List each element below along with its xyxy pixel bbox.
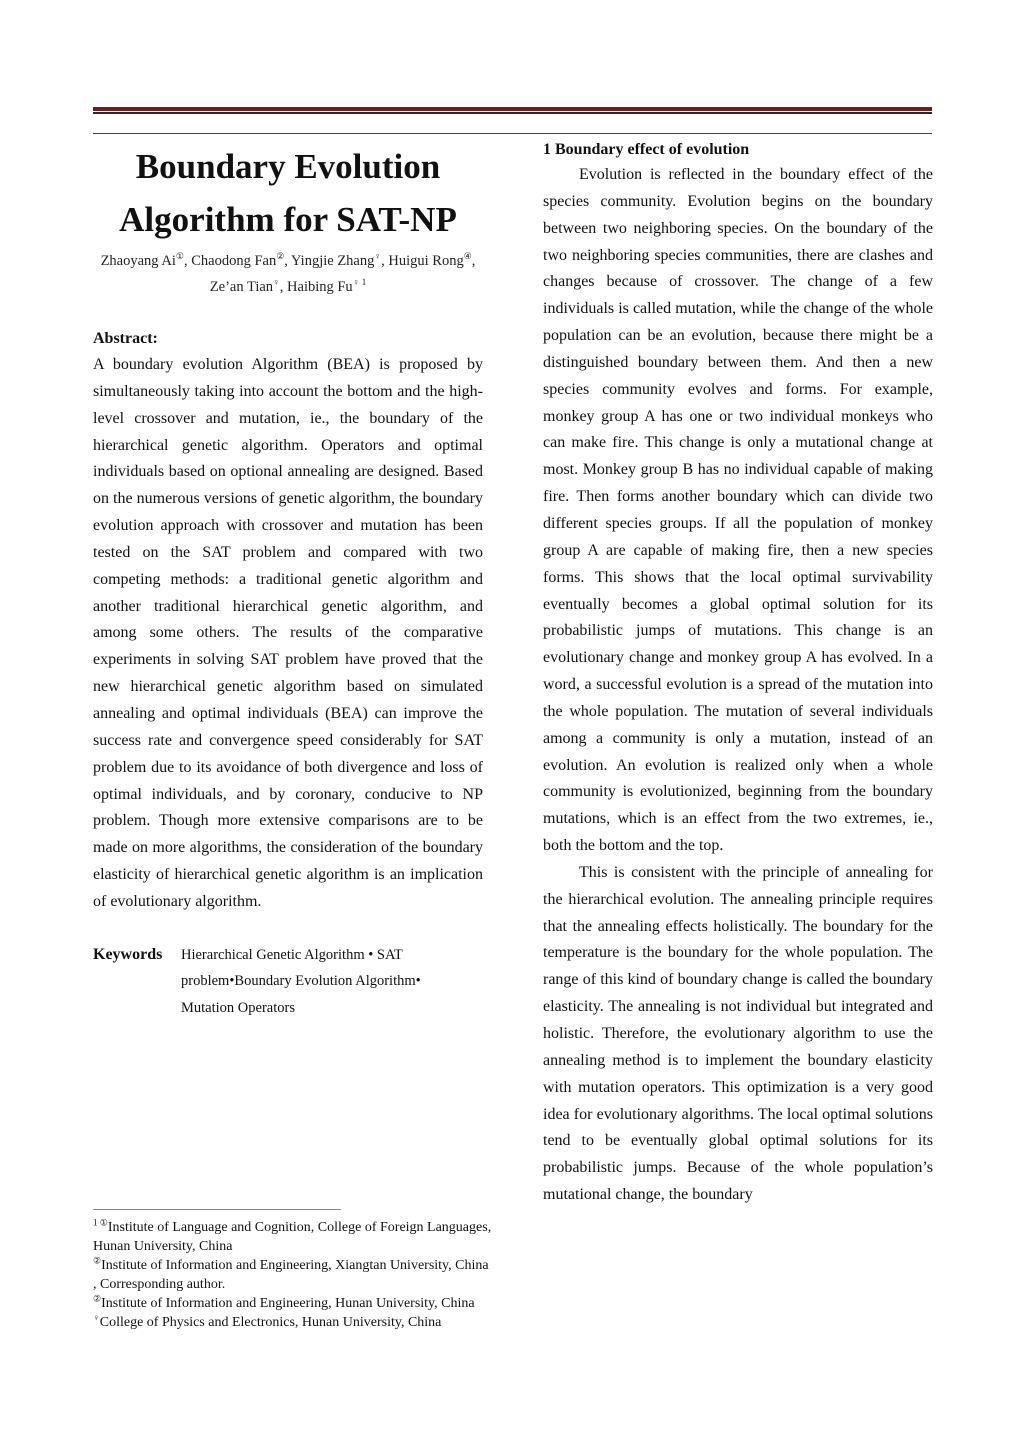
author-mark: ① <box>175 251 184 262</box>
header-rule-thick <box>93 107 932 111</box>
title-line-2: Algorithm for SAT-NP <box>119 200 457 239</box>
footnote: ♀College of Physics and Electronics, Hunan University, China <box>93 1312 442 1330</box>
keywords <box>93 942 483 1022</box>
footnotes <box>93 1218 493 1332</box>
author: Zhaoyang Ai <box>100 253 176 269</box>
footnote-separator <box>93 1209 341 1210</box>
author-mark: ♀ <box>273 277 280 288</box>
header-rule-thin <box>93 112 932 114</box>
section-paragraph: Evolution is reflected in the boundary effect of the species community. Evolution begins on the boundary between two neighboring species. On the boundary of the two neighboring species communities, there are clashes and changes because of crossover. The change of a few individuals is called mutation, while the change of the whole population can be an evolution, because there might be a distinguished boundary between them. And then a new species community evolves and forms. For example, monkey group A has one or two individual monkeys who can make fire. This change is only a mutational change at most. Monkey group B has no individual capable of making fire. Then forms another boundary which can divide two different species groups. If all the population of monkey group A are capable of making fire, then a new species forms. This shows that the local optimal survivability eventually becomes a global optimal solution for its probabilistic jumps of mutations. This change is an evolutionary change and monkey group A has evolved. In a word, a successful evolution is a spread of the mutation into the whole population. The mutation of several individuals among a community is only a mutation, instead of an evolution. An evolution is realized only when a whole community is evolutionized, beginning from the boundary mutations, which is an effect from the two extremes, ie., both the bottom and the top. <box>543 166 933 855</box>
footnote: $^{1 ①}$Institute of Language and Cognition, College of Foreign Languages, Hunan University, China <box>93 1217 492 1254</box>
left-column <box>93 140 483 1021</box>
author: Chaodong Fan <box>191 253 277 269</box>
author-mark: ④ <box>463 251 472 262</box>
author: Ze’an Tian <box>209 279 274 295</box>
right-column <box>543 138 933 1209</box>
abstract-text: A boundary evolution Algorithm (BEA) is proposed by simultaneously taking into account the bottom and the high-level crossover and mutation, ie., the boundary of the hierarchical genetic algorithm. Operators and optimal individuals based on optional annealing are designed. Based on the numerous versions of genetic algorithm, the boundary evolution approach with crossover and mutation has been tested on the SAT problem and compared with two competing methods: a traditional genetic algorithm and another traditional hierarchical genetic algorithm, and among some others. The results of the comparative experiments in solving SAT problem have proved that the new hierarchical genetic algorithm based on simulated annealing and optimal individuals (BEA) can improve the success rate and convergence speed considerably for SAT problem due to its avoidance of both divergence and loss of optimal individuals, and by coronary, conducive to NP problem. Though more extensive comparisons are to be made on more algorithms, the consideration of the boundary elasticity of hierarchical genetic algorithm is an implication of evolutionary algorithm. <box>93 356 483 910</box>
keywords-text: Hierarchical Genetic Algorithm • SAT problem•Boundary Evolution Algorithm• Mutation Operators <box>181 946 421 1016</box>
author: Yingjie Zhang <box>291 253 375 269</box>
keywords-label: Keywords <box>93 945 163 963</box>
author-mark: ② <box>276 251 285 262</box>
author: Huigui Rong <box>388 253 464 269</box>
abstract-heading: Abstract: <box>93 330 158 347</box>
author-list: Zhaoyang Ai①, Chaodong Fan②, Yingjie Zhang♀, Huigui Rong④, Ze’an Tian♀, Haibing $Fu^{♀ 1}$ <box>100 251 476 295</box>
author-mark: ♀ 1 <box>352 277 367 288</box>
section-paragraph: This is consistent with the principle of annealing for the hierarchical evolution. The annealing principle requires that the annealing effects holistically. The boundary for the temperature is the boundary for the whole population. The range of this kind of boundary change is called the boundary elasticity. The annealing is not individual but integrated and holistic. Therefore, the evolutionary algorithm to use the annealing method is to implement the boundary elasticity with mutation operators. This optimization is a very good idea for evolutionary algorithms. The local optimal solutions tend to be eventually global optimal solutions for its probabilistic jumps. Because of the whole population’s mutational change, the boundary <box>543 863 933 1204</box>
author-mark: ♀ <box>374 251 382 262</box>
footnote: ②Institute of Information and Engineering, Hunan University, China <box>93 1293 475 1311</box>
header-rule-bottom <box>93 133 932 134</box>
title-line-1: Boundary Evolution <box>135 147 441 186</box>
section-heading: 1 Boundary effect of evolution <box>543 141 750 158</box>
author: Haibing Fu <box>287 279 353 295</box>
paper-title <box>93 140 483 246</box>
footnote: ②Institute of Information and Engineering, Xiangtan University, China , Corresponding author. <box>93 1255 489 1292</box>
